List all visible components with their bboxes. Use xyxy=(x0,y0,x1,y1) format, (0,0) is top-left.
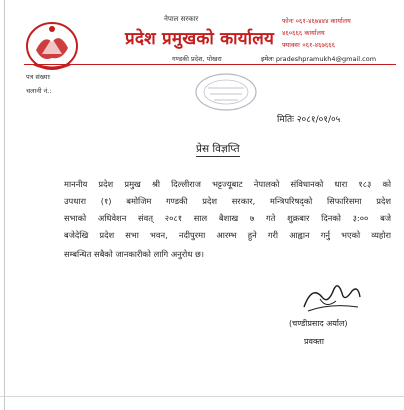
body-line: उपधारा (१) बमोजिम गण्डकी प्रदेश सरकार, मन्त्रिपरिषद्को सिफारिसमा प्रदेश xyxy=(64,196,391,206)
phone-line-1: फोनः ०६१-४६७४४४ कार्यालय xyxy=(282,17,351,25)
press-release-heading: प्रेस विज्ञप्ति xyxy=(196,143,240,155)
page-edge xyxy=(4,0,5,410)
letter-date: मितिः २०८१/०१/०५ xyxy=(277,115,341,125)
signatory-name: (चण्डीप्रसाद अर्याल) xyxy=(289,319,348,328)
dispatch-number-label: चलानी नं.: xyxy=(26,87,52,95)
handwritten-signature xyxy=(300,279,364,317)
header-divider xyxy=(24,64,396,65)
government-label: नेपाल सरकार xyxy=(164,15,199,23)
bottom-rule xyxy=(0,396,404,397)
fax-line: फ्याक्सः ०६१-४६७६६६ xyxy=(282,41,335,49)
letter-page xyxy=(4,0,400,410)
body-line: सभाको अधिवेशन संवत् २०८१ साल बैशाख ७ गते शुक्रबार दिनको ३:०० बजे xyxy=(64,213,391,223)
body-line: सम्बन्धित सबैको जानकारीको लागि अनुरोध छ। xyxy=(64,249,205,259)
phone-line-2: ४६०६६६ कार्यालय xyxy=(282,29,325,37)
office-title: प्रदेश प्रमुखको कार्यालय xyxy=(125,29,275,49)
office-address: गण्डकी प्रदेश, पोखरा xyxy=(172,55,222,63)
letter-number-label: पत्र संख्याः xyxy=(26,73,51,81)
body-line: माननीय प्रदेश प्रमुख श्री दिल्लीराज भट्टज्यूबाट नेपालको संविधानको धारा १८३ को xyxy=(64,179,391,189)
body-line: बजेदेखि प्रदेश सभा भवन, नदीपुरमा आरम्भ हुने गरी आह्वान गर्नु भएको व्यहोरा xyxy=(64,230,391,240)
signatory-role: प्रवक्ता xyxy=(304,337,324,346)
email-line: इमेलः pradeshpramukh4@gmail.com xyxy=(261,55,377,63)
office-stamp xyxy=(194,72,258,112)
